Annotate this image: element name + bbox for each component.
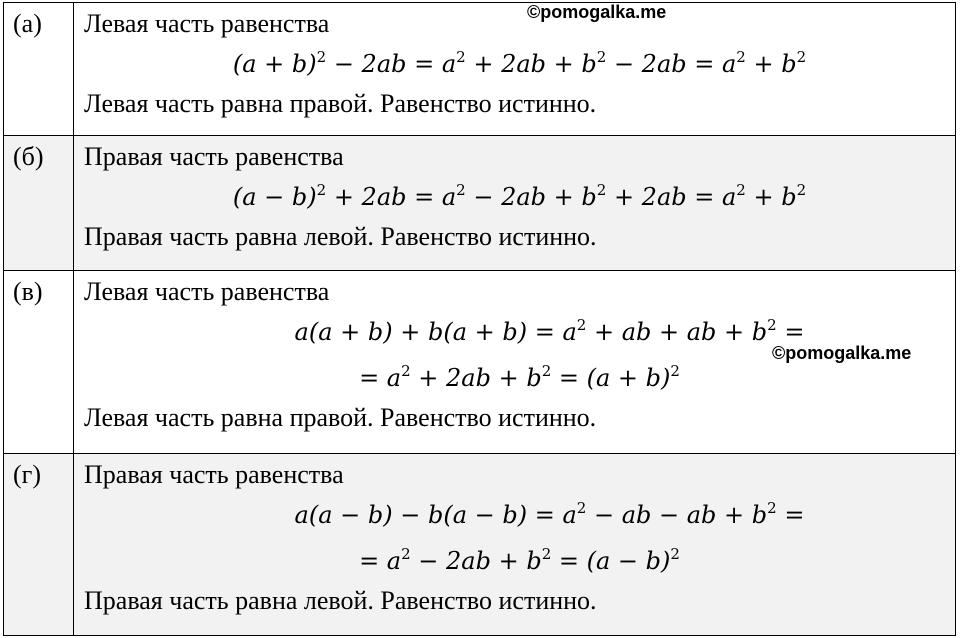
math-term: a(a + b) + b(a + b) = a	[294, 318, 577, 346]
exponent: 2	[316, 181, 327, 199]
row-a	[4, 3, 956, 136]
math-term: =	[776, 318, 805, 346]
math-term: − 2ab = a	[606, 50, 737, 78]
row-content	[74, 136, 956, 271]
exponent: 2	[670, 362, 680, 380]
math-term: + b	[745, 50, 797, 78]
exponent: 2	[576, 499, 587, 517]
exponent: 2	[736, 181, 746, 199]
math-term: (a − b)	[232, 183, 317, 211]
row-label: (в)	[4, 271, 74, 454]
exponent: 2	[456, 181, 466, 199]
exponent: 2	[401, 545, 411, 563]
math-term: (a + b)	[232, 50, 317, 78]
exponent: 2	[596, 48, 607, 66]
row-label: (а)	[4, 3, 74, 136]
exponent: 2	[576, 316, 587, 334]
math-term: + 2ab = a	[326, 183, 457, 211]
row-content	[74, 454, 956, 636]
heading: Правая часть равенства	[84, 460, 344, 489]
math-term: − ab − ab + b	[586, 501, 768, 529]
math-term: = (a + b)	[551, 364, 671, 392]
heading: Левая часть равенства	[84, 277, 330, 306]
math-term: =	[776, 501, 805, 529]
watermark-top: ©pomogalka.me	[527, 2, 667, 22]
exponent: 2	[316, 48, 327, 66]
math-term: a(a − b) − b(a − b) = a	[294, 501, 577, 529]
math-term: + 2ab + b	[410, 364, 542, 392]
exponent: 2	[456, 48, 466, 66]
math-term: − 2ab = a	[326, 50, 457, 78]
exponent: 2	[596, 181, 607, 199]
exponent: 2	[401, 362, 411, 380]
math-term: + ab + ab + b	[586, 318, 768, 346]
math-term: − 2ab + b	[465, 183, 597, 211]
exponent: 2	[796, 48, 807, 66]
conclusion: Левая часть равна правой. Равенство истинно.	[84, 89, 597, 118]
conclusion: Правая часть равна левой. Равенство истинно.	[84, 222, 597, 251]
equation-line-2	[84, 538, 955, 584]
heading: Правая часть равенства	[84, 142, 344, 171]
exponent: 2	[541, 362, 552, 380]
math-term: = (a − b)	[551, 547, 671, 575]
row-label: (г)	[4, 454, 74, 636]
row-b	[4, 136, 956, 271]
exponent: 2	[736, 48, 746, 66]
math-term: + 2ab + b	[465, 50, 597, 78]
solution-table	[3, 2, 956, 636]
exponent: 2	[767, 499, 777, 517]
math-term: + b	[745, 183, 797, 211]
exponent: 2	[541, 545, 552, 563]
watermark-middle: ©pomogalka.me	[772, 343, 912, 363]
math-term: = a	[359, 364, 402, 392]
heading: Левая часть равенства	[84, 9, 330, 38]
row-label: (б)	[4, 136, 74, 271]
math-term: + 2ab = a	[606, 183, 737, 211]
conclusion: Правая часть равна левой. Равенство истинно.	[84, 586, 597, 615]
equation	[84, 41, 955, 87]
equation	[84, 174, 955, 220]
conclusion: Левая часть равна правой. Равенство истинно.	[84, 403, 597, 432]
exponent: 2	[767, 316, 777, 334]
row-g	[4, 454, 956, 636]
math-term: = a	[359, 547, 402, 575]
exponent: 2	[796, 181, 807, 199]
equation-line-1	[84, 492, 955, 538]
row-content	[74, 3, 956, 136]
math-term: − 2ab + b	[410, 547, 542, 575]
exponent: 2	[670, 545, 680, 563]
